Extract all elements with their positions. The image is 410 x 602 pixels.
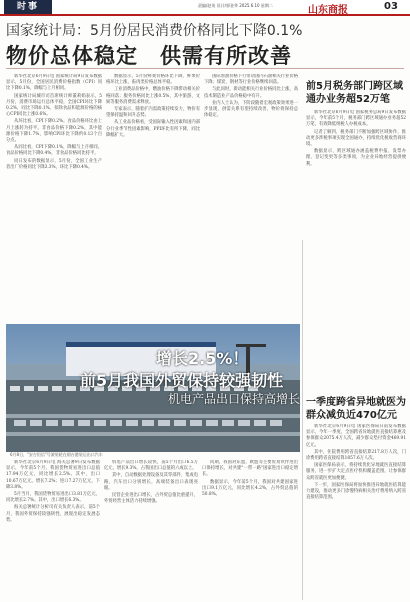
- paragraph: 数据显示，5月份鲜菜价格环比下降，鲜果价格环比上涨，畜肉类价格总体平稳。: [106, 74, 200, 86]
- paragraph: 新华社北京6月9日电 国家医保局日前发布数据显示，今年一季度，全国跨省异地就医直接结算惠及参保群众2075.4万人次，减少群众垫付资金469.91亿元。: [306, 424, 406, 448]
- sidebar-1-title: 前5月税务部门跨区域通办业务超52万笔: [306, 81, 403, 105]
- paragraph: 其中，自动数据处理设备及其零部件、集成电路、汽车出口分别增长，高端装备出口表现亮眼。: [104, 473, 198, 491]
- story-subtitle: 国家统计局：5月份居民消费价格同比下降0.1%: [6, 23, 303, 39]
- trade-column-1: [6, 460, 100, 600]
- paragraph: 国家医保局表示，将持续优化异地就医直接结算服务，进一步扩大定点医疗机构覆盖范围，让参保群众跨省就医更加便捷。: [306, 463, 406, 481]
- paragraph: 民营企业进出口增长，占外贸总值比重提升，外贸经营主体活力持续增强。: [104, 493, 198, 505]
- paragraph: 业内人士认为，下阶段随着宏观政策效果进一步显现，供需关系有望持续改善，物价将保持总体稳定。: [204, 100, 298, 119]
- paragraph: 数据显示，今年前5个月，我国对共建国家进出口9.1万亿元，同比增长4.2%，占外贸总值的50.8%。: [202, 479, 298, 498]
- trade-column-2: [104, 460, 198, 600]
- story-column-3: [204, 74, 298, 320]
- page-header: [0, 0, 410, 16]
- paragraph: 其中，住院费用跨省直接结算217.8万人次，门诊费用跨省直接结算1857.6万人次。: [306, 449, 406, 462]
- paragraph: 国家统计局城市司首席统计师董莉娟表示，5月份，消费市场运行总体平稳，全国CPI环比下降0.2%，同比下降0.1%，扣除食品和能源价格的核心CPI同比上涨0.6%。: [6, 93, 102, 118]
- paragraph: 工业消费品价格中，燃油价格下降带动相关价格回落；服务价格同比上涨0.5%，其中旅游、文娱等服务消费需求释放。: [106, 87, 200, 105]
- paragraph: 同期，我国对东盟、欧盟等主要贸易伙伴进出口保持增长，对共建"一带一路"国家进出口稳定增长。: [202, 460, 298, 478]
- paragraph: 与此同时，新动能相关行业价格同比上涨，高技术制造业产品价格稳中有升。: [204, 87, 298, 99]
- section-label: 时事: [4, 0, 52, 14]
- paragraph: 同日发布的数据显示，5月份，全国工业生产者出厂价格同比下降3.3%，环比下降0.4%。: [6, 158, 102, 170]
- page-number: 03: [384, 1, 398, 12]
- paragraph: 国际原油价格下行带动国内石油相关行业价格下降；煤炭、钢材等行业价格继续回落。: [204, 74, 298, 86]
- paragraph: 新华社北京6月9日电 国家税务总局9日发布数据显示，今年前5个月，税务部门跨区域通办业务超52万笔，有效降低纳税人办税成本。: [306, 110, 406, 128]
- paragraph: 5月当月，我国货物贸易进出口3.81万亿元，同比增长2.7%。其中，出口增长6.3%。: [6, 492, 100, 504]
- paragraph: 从同比看，CPI下降0.1%，降幅与上月相同。食品价格同比下降0.4%，非食品价格同比持平。: [6, 145, 102, 157]
- paragraph: 从环比看，CPI下降0.2%。食品价格环比由上月上涨转为持平。非食品价格下降0.2%，其中能源价格下降1.7%，影响CPI环比下降约0.13个百分点。: [6, 119, 102, 144]
- newspaper-name: 山东商报: [308, 5, 348, 16]
- paragraph: 专家表示，随着扩内需政策持续发力，物价有望保持温和回升态势。: [106, 107, 200, 119]
- feature-percent: 增长2.5%！: [156, 349, 249, 368]
- story-title: 物价总体稳定 供需有所改善: [6, 44, 292, 68]
- photo-caption: 6月8日，"安吉恒信"号滚装轮在烟台港装运出口汽车: [10, 452, 103, 457]
- paragraph: 下一步，国家医保局将加快推进异地就医结算能力建设，推动更多门诊慢特病相关治疗费用纳入跨省直接结算范围。: [306, 482, 406, 501]
- sidebar-1-body: [306, 110, 406, 338]
- paragraph: 新华社北京6月9日电 海关总署9日发布数据显示，今年前5个月，我国货物贸易进出口总值17.94万亿元，同比增长2.5%。其中，出口10.67万亿元，增长7.2%；进口7.27万亿元，下降3.8%。: [6, 460, 100, 490]
- sidebar-2-title: 一季度跨省异地就医为群众减负近470亿元: [306, 397, 406, 421]
- paragraph: 记者了解到，税务部门不断加强跨区域协作，推动更多涉税事项实现全国通办，持续优化税收营商环境。: [306, 129, 406, 148]
- feature-title: 前5月我国外贸保持较强韧性: [80, 371, 284, 390]
- sidebar-2-body: [306, 424, 406, 600]
- paragraph: 新华社北京6月9日电 国家统计局9日发布数据显示，5月份，全国居民消费价格指数（CPI）同比下降0.1%，降幅与上月相同。: [6, 74, 102, 92]
- paragraph: 海关总署统计分析司有关负责人表示，前5个月，我国外贸保持较强韧性，展现出稳定发展态势。: [6, 505, 100, 523]
- feature-subtitle: 机电产品出口保持高增长: [168, 392, 301, 406]
- title-rule: [6, 68, 404, 69]
- column-divider: [302, 240, 303, 600]
- story-column-2: [106, 74, 200, 320]
- trade-column-3: [202, 460, 298, 600]
- page-meta: 责编/赵英 设计/郭金华 2025.6.10 星期二: [198, 3, 273, 8]
- paragraph: 从工业品价格看，受国际输入性因素和国内部分行业季节性因素影响，PPI环比有所下降，同比降幅扩大。: [106, 120, 200, 138]
- paragraph: 数据显示，跨区域通办涵盖税费申报、发票办理、登记变更等多类事项，为企业异地经营提供便利。: [306, 149, 406, 167]
- story-column-1: [6, 74, 102, 320]
- paragraph: 机电产品出口增长较快，前5个月出口6.5万亿元，增长9.3%，占我国出口总值的六成以上。: [104, 460, 198, 472]
